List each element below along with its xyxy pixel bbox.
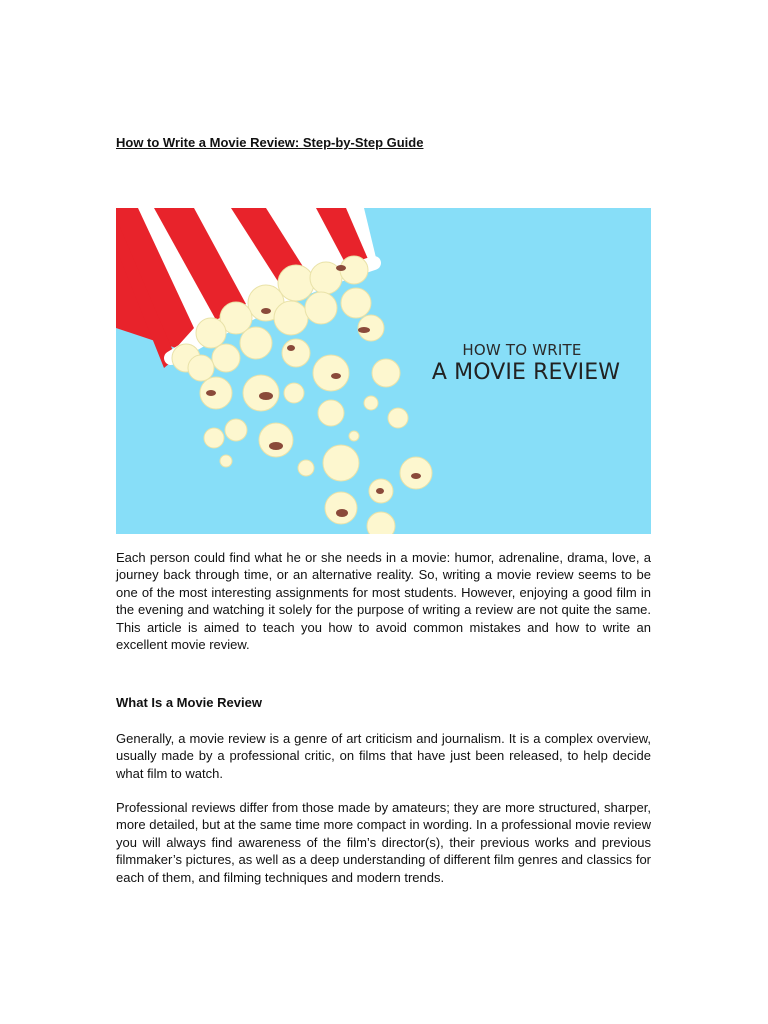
banner-image — [116, 208, 651, 534]
banner-subtitle: HOW TO WRITE — [462, 341, 582, 359]
intro-paragraph: Each person could find what he or she needs in a movie: humor, adrenaline, drama, love, a journey back through time, or an alternative reality. So, writing a movie review seems to be one of the most interesting assignments for most students. However, enjoying a good film in the evening and watching it solely for the purpose of writing a review are not quite the same. This article is aimed to teach you how to avoid common mistakes and how to write an excellent movie review. — [116, 550, 651, 653]
definition-paragraph: Generally, a movie review is a genre of art criticism and journalism. It is a complex overview, usually made by a professional critic, on films that have just been released, to help decide what film to watch. — [116, 731, 651, 781]
page-title: How to Write a Movie Review: Step-by-Step Guide — [116, 135, 424, 150]
banner-title: A MOVIE REVIEW — [431, 360, 621, 385]
professional-reviews-paragraph: Professional reviews differ from those made by amateurs; they are more structured, sharper, more detailed, but at the same time more compact in wording. In a professional movie review you will always find awareness of the film’s director(s), their previous works and previous filmmaker’s pictures, as well as a deep understanding of different film genres and classics for each of them, and filming techniques and modern trends. — [116, 800, 651, 885]
section-heading: What Is a Movie Review — [116, 695, 262, 710]
